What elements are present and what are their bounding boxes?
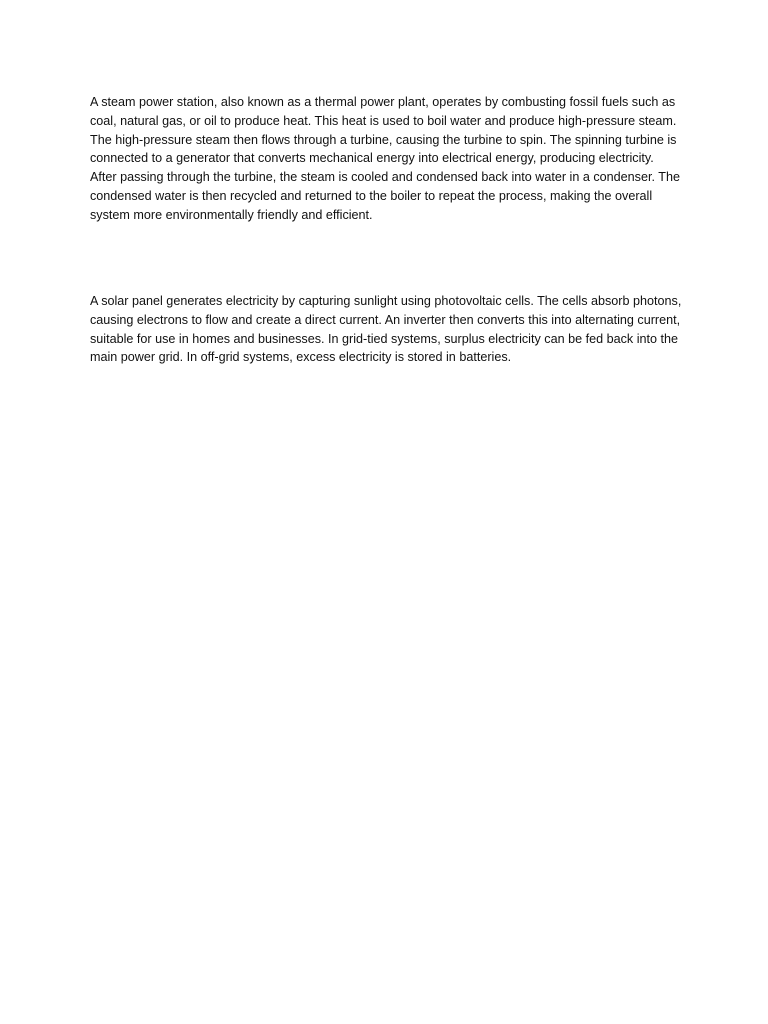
paragraph-steam-power-station: A steam power station, also known as a thermal power plant, operates by combusting fossil fuels such as coal, natural gas, or oil to produce heat. This heat is used to boil water and produce high-pressure steam. The high-pressure steam then flows through a turbine, causing the turbine to spin. The spinning turbine is connected to a generator that converts mechanical energy into electrical energy, producing electricity. After passing through the turbine, the steam is cooled and condensed back into water in a condenser. The condensed water is then recycled and returned to the boiler to repeat the process, making the overall system more environmentally friendly and efficient. (90, 95, 680, 222)
paragraph-solar-panel: A solar panel generates electricity by capturing sunlight using photovoltaic cells. The cells absorb photons, causing electrons to flow and create a direct current. An inverter then converts this into alternating current, suitable for use in homes and businesses. In grid-tied systems, surplus electricity can be fed back into the main power grid. In off-grid systems, excess electricity is stored in batteries. (90, 294, 682, 365)
